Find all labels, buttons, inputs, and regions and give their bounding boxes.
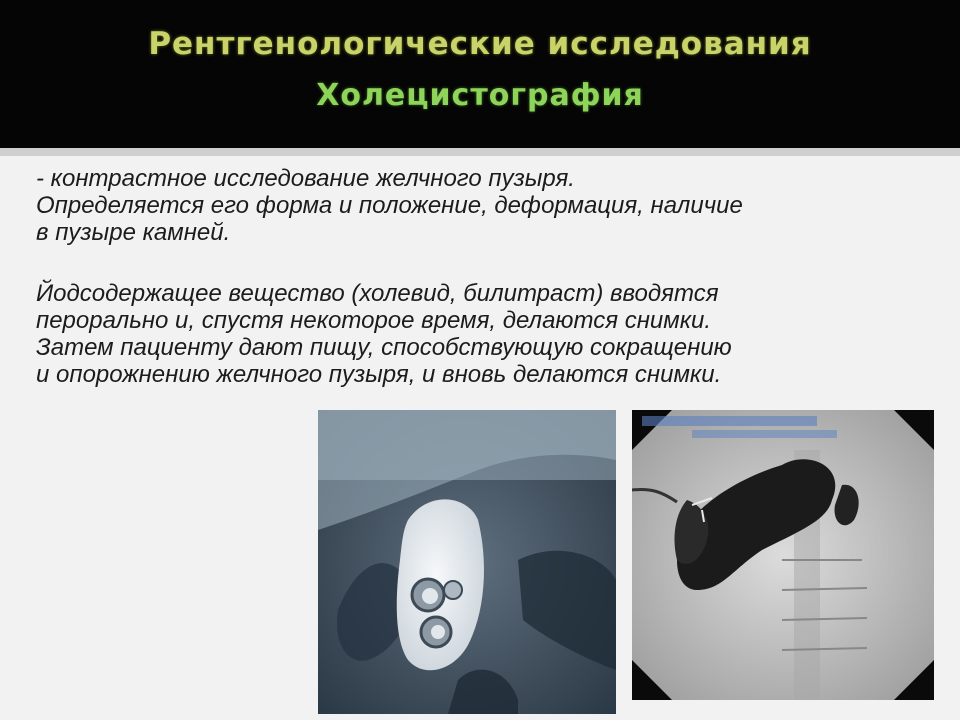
cholecystogram-image-stones [318, 410, 616, 714]
slide-header [0, 0, 960, 148]
slide-title: Рентгенологические исследования [148, 26, 812, 62]
paragraph-procedure: Йодсодержащее вещество (холевид, билитраст) вводятся перорально и, спустя некоторое время, делаются снимки. Затем пациенту дают пищу, способствующую сокращению и опорожнению желчного пузыря, и вновь делаются снимки. [36, 280, 732, 388]
header-divider [0, 148, 960, 156]
paragraph-definition: - контрастное исследование желчного пузыря. Определяется его форма и положение, деформация, наличие в пузыре камней. [36, 165, 743, 246]
cholecystogram-image-contraction [632, 410, 934, 700]
slide-subtitle: Холецистография [316, 78, 644, 113]
